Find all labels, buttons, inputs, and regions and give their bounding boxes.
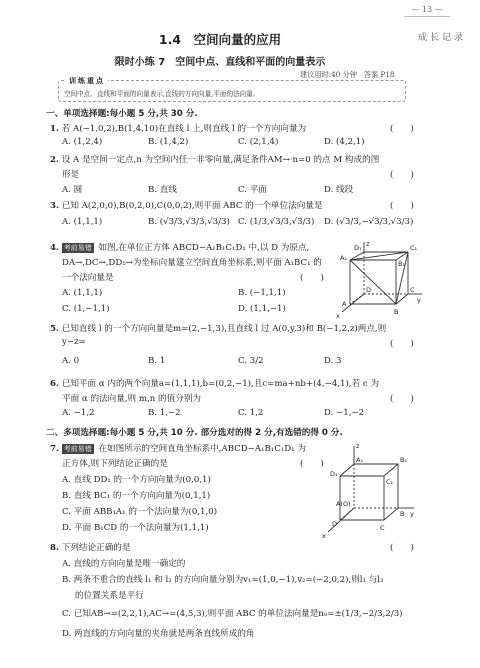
- question-stem: 如图,在单位正方体 ABCD−A₁B₁C₁D₁ 中,以 D 为原点,: [98, 243, 310, 253]
- option-c: C. (1/3,√3/3,√3/3): [238, 217, 315, 227]
- answer-paren: ( ): [390, 124, 414, 134]
- option-a: A. 圆: [62, 185, 83, 195]
- section-2-heading: 二、多项选择题:每小题 5 分,共 10 分. 部分选对的得 2 分,有选错的得 0 分.: [46, 428, 343, 438]
- question-8: [50, 541, 410, 553]
- label-c1: C₁: [410, 244, 418, 252]
- option-a: A. (1,1,1): [62, 288, 103, 298]
- label-d: D: [366, 286, 372, 294]
- option-b-cont: 的位置关系是平行: [75, 591, 144, 601]
- option-b: B. 1,−2: [148, 408, 181, 418]
- answer-paren: ( ): [390, 201, 414, 211]
- question-stem: 已知直线 l 的一个方向向量是m=(2,−1,3),且直线 l 过 A(0,y,3)和 B(−1,2,z)两点,则: [61, 324, 387, 334]
- question-stem: 在如图所示的空间直角坐标系中,ABCD−A₁B₁C₁D₁ 为: [98, 444, 306, 454]
- axis-y-label: y: [410, 510, 414, 518]
- question-stem: 设 A 是空间一定点,n 为空间内任一非零向量,满足条件AM→·n=0 的点 M 构成的图: [61, 155, 380, 165]
- option-b: B. (−1,1,1): [238, 288, 286, 298]
- option-c: C. 平面: [238, 185, 267, 195]
- question-stem-cont: 形是: [62, 170, 80, 180]
- cube-figure-2: [318, 440, 418, 540]
- diagonal: [350, 260, 396, 304]
- page-number: — 13 —: [404, 4, 450, 17]
- section-1-heading: 一、单项选择题:每小题 5 分,共 30 分.: [46, 109, 198, 119]
- label-a: A(O): [336, 500, 351, 508]
- question-stem: 若 A(−1,0,2),B(1,4,10)在直线 l 上,则直线 l 的一个方向向量为: [61, 124, 307, 134]
- option-a: A. 直线 DD₁ 的一个方向向量为(0,0,1): [62, 475, 211, 485]
- option-d: D. 平面 B₁CD 的一个法向量为(1,1,1): [62, 523, 209, 533]
- option-c: C. 3/2: [238, 356, 264, 366]
- question-stem: 已知 A(2,0,0),B(0,2,0),C(0,0,2),则平面 ABC 的一个单位法向量是: [61, 201, 323, 211]
- axis-z-label: z: [366, 240, 370, 248]
- meta-info: [300, 70, 395, 80]
- question-number: 1.: [50, 124, 59, 134]
- label-a1: A₁: [340, 254, 348, 262]
- axis-z-label: z: [356, 442, 360, 450]
- option-c: C. 1,2: [238, 408, 264, 418]
- tag-badge: 考前易错: [63, 445, 92, 453]
- option-d: D. −1,−2: [324, 408, 365, 418]
- page-subtitle: 限时小练 7 空间中点、直线和平面的向量表示: [114, 57, 326, 68]
- question-number: 6.: [50, 379, 59, 389]
- question-stem-cont: 一个法向量是: [62, 273, 114, 283]
- option-d: D. (1,1,−1): [238, 304, 286, 314]
- question-stem: 下列结论正确的是: [61, 543, 131, 553]
- option-d: D. 两直线的方向向量的夹角就是两条直线所成的角: [62, 629, 255, 639]
- page-title: 1.4 空间向量的应用: [158, 32, 282, 47]
- question-stem-cont: y−z=: [62, 337, 86, 347]
- edge: [384, 508, 398, 520]
- question-number: 8.: [50, 543, 59, 553]
- answer-paren: ( ): [390, 339, 414, 349]
- answer-paren: ( ): [390, 543, 414, 553]
- option-d: D. 线段: [324, 185, 354, 195]
- suggested-time: 建议用时:40 分钟: [300, 70, 357, 79]
- option-a: A. −1,2: [62, 408, 95, 418]
- axis-x-label: x: [336, 312, 340, 320]
- label-d1: D₁: [330, 470, 338, 478]
- focus-tag: 训练重点: [66, 76, 108, 86]
- option-a: A. 0: [62, 356, 80, 366]
- option-c: C. 已知AB→=(2,2,1),AC→=(4,5,3),则平面 ABC 的单位法向量是n₀=±(1/3,−2/3,2/3): [62, 609, 403, 619]
- question-stem: 已知平面 α 内的两个向量a=(1,1,1),b=(0,2,−1),且c=ma+nb+(4,−4,1),若 c 为: [61, 379, 380, 389]
- option-b: B. (√3/3,√3/3,√3/3): [148, 217, 230, 227]
- option-b: B. 两条不重合的直线 l₁ 和 l₂ 的方向向量分别为v₁=(1,0,−1),v₂=(−2,0,2),则l₁ 与l₂: [62, 575, 384, 585]
- option-d: D. (4,2,1): [324, 137, 365, 147]
- answer-paren: ( ): [390, 394, 414, 404]
- label-b: B: [400, 510, 405, 518]
- option-d: D. 3: [324, 356, 342, 366]
- question-number: 3.: [50, 201, 59, 211]
- question-number: 7.: [50, 444, 59, 454]
- cube-figure-1: [328, 240, 424, 320]
- label-b1: B₁: [400, 456, 408, 464]
- label-b1: B₁: [398, 260, 406, 268]
- option-a: A. 直线的方向向量是唯一确定的: [62, 559, 186, 569]
- edge: [384, 464, 398, 476]
- question-number: 2.: [50, 155, 59, 165]
- option-b: B. (1,4,2): [148, 137, 189, 147]
- answer-ref: 答案 P18: [363, 70, 395, 79]
- option-c: C. 平面 ABB₁A₁ 的一个法向量为(0,1,0): [62, 507, 218, 517]
- answer-paren: ( ): [300, 459, 324, 469]
- option-b: B. 1: [148, 356, 166, 366]
- option-b: B. 直线: [148, 185, 177, 195]
- label-b: B: [394, 308, 399, 316]
- diagonal: [350, 252, 408, 260]
- option-a: A. (1,1,1): [62, 217, 103, 227]
- answer-paren: ( ): [390, 170, 414, 180]
- label-d: D: [332, 520, 338, 528]
- option-d: D. (√3/3,−√3/3,√3/3): [324, 217, 414, 227]
- edge: [340, 464, 354, 476]
- label-a: A: [342, 300, 347, 308]
- question-2: [50, 153, 410, 165]
- axis-x-label: x: [322, 532, 326, 540]
- option-b: B. 直线 BC₁ 的一个方向向量为(0,1,1): [62, 491, 211, 501]
- question-number: 4.: [50, 243, 59, 253]
- question-stem-cont: 平面 α 的法向量,则 m,n 的值分别为: [62, 394, 202, 404]
- question-6: [50, 377, 410, 389]
- tag-badge: 考前易错: [63, 244, 92, 252]
- option-a: A. (1,2,4): [62, 137, 103, 147]
- label-c: C: [410, 286, 415, 294]
- question-1: [50, 122, 410, 134]
- question-stem-cont: DA→,DC→,DD₁→为坐标向量建立空间直角坐标系,则平面 A₁BC₁ 的: [62, 258, 322, 268]
- question-number: 5.: [50, 324, 59, 334]
- label-d1: D₁: [354, 244, 362, 252]
- option-c: C. (1,−1,1): [62, 304, 110, 314]
- label-c1: C₁: [386, 478, 394, 486]
- focus-text: 空间中点、直线和平面的向量表示,直线的方向向量,平面的法向量.: [64, 90, 255, 98]
- question-stem-cont: 正方体,则下列结论正确的是: [62, 459, 168, 469]
- question-3: [50, 199, 410, 211]
- label-c: C: [380, 524, 385, 532]
- question-5: [50, 322, 410, 334]
- side-label: 成长记录: [417, 33, 466, 43]
- answer-paren: ( ): [300, 273, 324, 283]
- axis-y-label: y: [417, 296, 421, 304]
- option-c: C. (2,1,4): [238, 137, 279, 147]
- label-a1: A₁: [356, 456, 364, 464]
